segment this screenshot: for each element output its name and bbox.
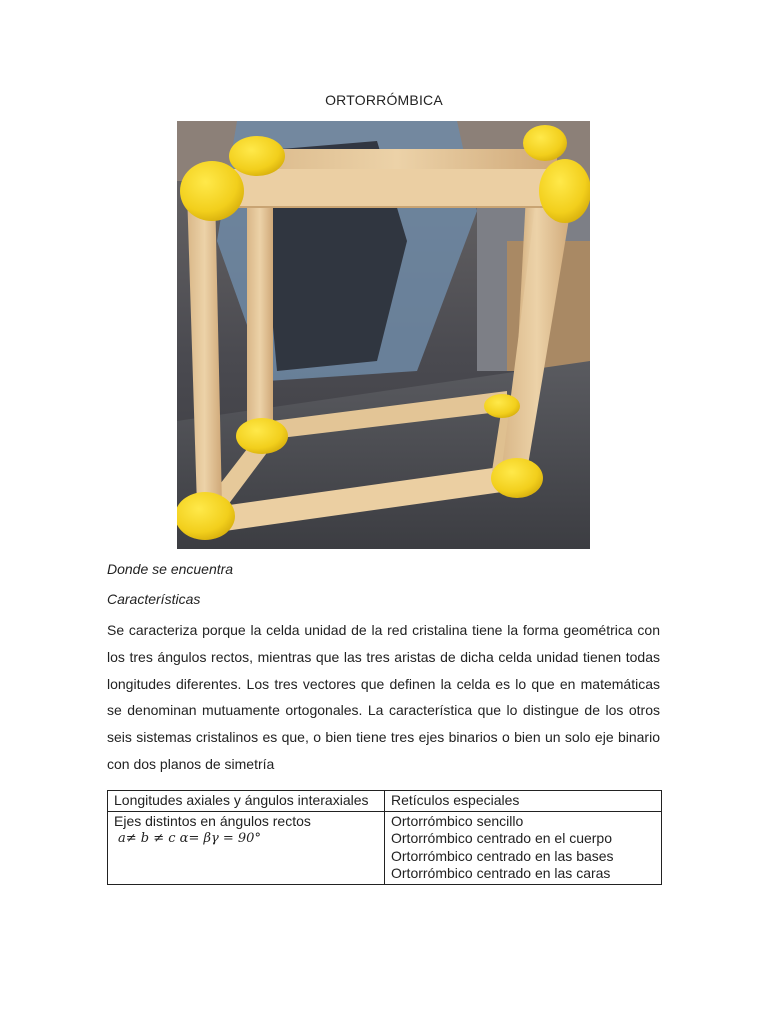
table-cell-lattices: [385, 811, 662, 884]
description-paragraph: Se caracteriza porque la celda unidad de la red cristalina tiene la forma geométrica con los tres ángulos rectos, mientras que las tres aristas de dicha celda unidad tienen todas longitudes diferentes. Los tres vectores que definen la celda es lo que en matemáticas se denominan mutuamente ortogonales. La característica que lo distingue de los otros seis sistemas cristalinos es que, o bien tiene tres ejes binarios o bien un solo eje binario con dos planos de simetría: [107, 622, 660, 772]
heading-location: Donde se encuentra: [107, 561, 234, 577]
table-header-cell: Retículos especiales: [385, 791, 662, 812]
properties-table: [107, 790, 662, 885]
axes-formula: a≠ b ≠ c α= βγ = 90°: [118, 831, 261, 846]
table-row: [108, 811, 662, 884]
lattice-item: Ortorrómbico centrado en el cuerpo: [391, 830, 612, 846]
heading-characteristics: Características: [107, 591, 201, 607]
lattice-item: Ortorrómbico centrado en las caras: [391, 865, 611, 881]
lattice-item: Ortorrómbico centrado en las bases: [391, 847, 614, 864]
orthorhombic-model-photo: [177, 121, 590, 549]
table-header-row: [108, 791, 662, 812]
axes-text: Ejes distintos en ángulos rectos: [114, 812, 311, 829]
table-cell-axes: [108, 811, 385, 884]
page-title: ORTORRÓMBICA: [325, 92, 443, 108]
table-header-cell: Longitudes axiales y ángulos interaxiales: [108, 791, 385, 812]
lattice-item: Ortorrómbico sencillo: [391, 812, 524, 829]
